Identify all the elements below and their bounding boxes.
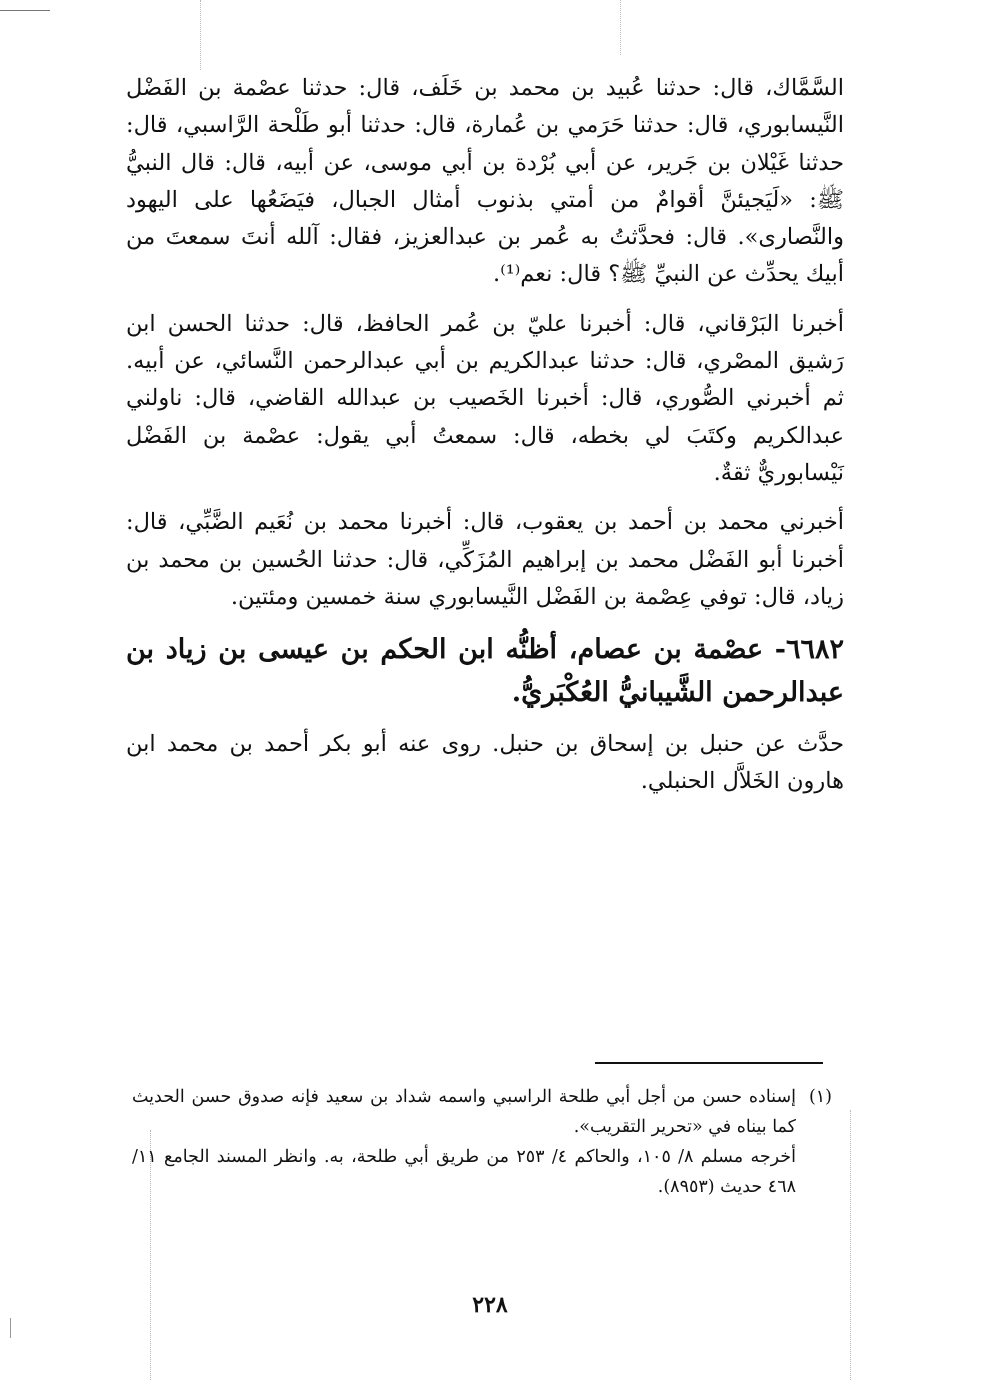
death-date-paragraph: أخبرني محمد بن أحمد بن يعقوب، قال: أخبرنا محمد بن نُعَيم الضَّبِّي، قال: أخبرنا أبو الفَضْل محمد بن إبراهيم المُزَكِّي، قال: حدثنا الحُسين بن محمد بن زياد، قال: توفي عِصْمة بن الفَضْل النَّيسابوري سنة خمسين ومئتين. xyxy=(126,509,844,610)
footnotes xyxy=(132,1082,832,1202)
scan-fold-line xyxy=(200,0,201,70)
hadith-paragraph: السَّمَّاك، قال: حدثنا عُبيد بن محمد بن خَلَف، قال: حدثنا عصْمة بن الفَضْل النَّيسابوري، قال: حدثنا حَرَمي بن عُمارة، قال: حدثنا أبو طَلْحة الرَّاسبي، قال: حدثنا غَيْلان بن جَرير، عن أبي بُرْدة بن أبي موسى، عن أبيه، قال: قال النبيُّ ﷺ: «لَيَجيئنَّ أقوامٌ من أمتي بذنوب أمثال الجبال، فيَضَعُها على اليهود والنَّصارى». قال: فحدَّثتُ به عُمر بن عبدالعزيز، فقال: آلله أنتَ سمعتَ من أبيك يحدِّث عن النبيِّ ﷺ؟ قال: نعم⁽¹⁾. xyxy=(126,75,844,288)
paragraph-gap xyxy=(126,294,844,306)
paragraph-gap xyxy=(126,714,844,726)
scan-edge-mark xyxy=(10,1318,11,1338)
scan-fold-line xyxy=(850,1110,851,1380)
footnote-separator xyxy=(595,1062,823,1064)
scan-fold-line xyxy=(620,0,621,55)
paragraph-gap xyxy=(126,616,844,628)
biography-entry-heading: ٦٦٨٢- عصْمة بن عصام، أظنُّه ابن الحكم بن عيسى بن زياد بن عبدالرحمن الشَّيبانيُّ العُكْبَريُّ. xyxy=(126,634,844,709)
isnad-paragraph: أخبرنا البَرْقاني، قال: أخبرنا عليّ بن عُمر الحافظ، قال: حدثنا الحسن ابن رَشيق المصْري، قال: حدثنا عبدالكريم بن أبي عبدالرحمن النَّسائي، عن أبيه. ثم أخبرني الصُّوري، قال: أخبرنا الخَصيب بن عبدالله القاضي، قال: ناولني عبدالكريم وكتَبَ لي بخطه، قال: سمعتُ أبي يقول: عصْمة بن الفَضْل نَيْسابوريٌّ ثقةٌ. xyxy=(126,310,844,486)
paragraph-gap xyxy=(126,492,844,504)
footnote-text: إسناده حسن من أجل أبي طلحة الراسبي واسمه شداد بن سعيد فإنه صدوق حسن الحديث كما بيناه في «تحرير التقريب». xyxy=(132,1087,796,1137)
page-number: ٢٢٨ xyxy=(472,1292,508,1318)
scan-edge-mark xyxy=(0,10,50,11)
page-body xyxy=(126,70,844,801)
footnote-marker: (١) xyxy=(808,1087,832,1107)
footnote-item xyxy=(132,1082,832,1142)
biography-entry-text: حدَّث عن حنبل بن إسحاق بن حنبل. روى عنه أبو بكر أحمد بن محمد ابن هارون الخَلاَّل الحنبلي. xyxy=(126,731,844,795)
footnote-continuation: أخرجه مسلم ٨/ ١٠٥، والحاكم ٤/ ٢٥٣ من طريق أبي طلحة، به. وانظر المسند الجامع ١١/ ٤٦٨ حديث (٨٩٥٣). xyxy=(132,1147,796,1197)
